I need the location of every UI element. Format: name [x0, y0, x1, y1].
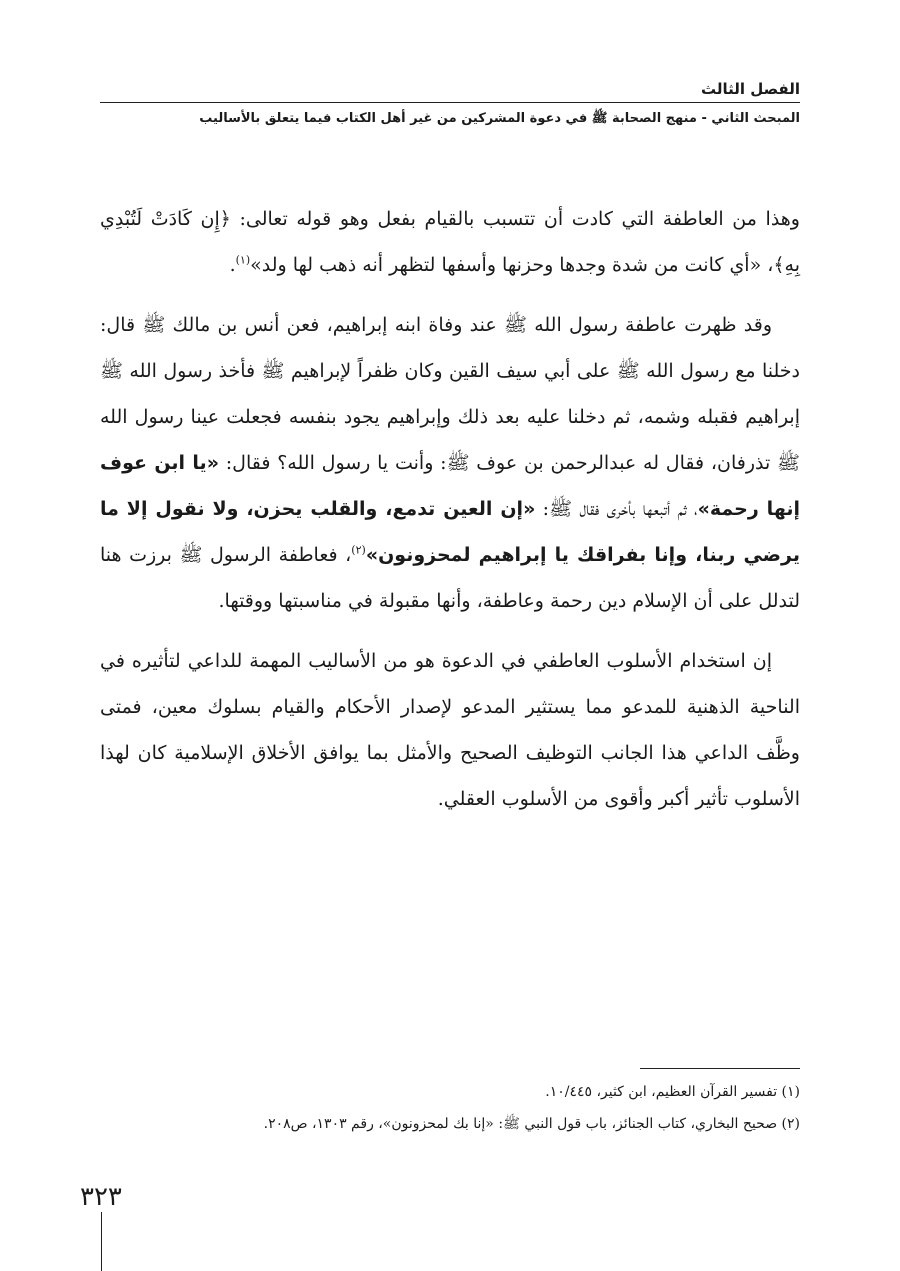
- footnote-2: (٢) صحيح البخاري، كتاب الجنائز، باب قول النبي ﷺ: «إنا بك لمحزونون»، رقم ١٣٠٣، ص٢٠٨.: [263, 1116, 800, 1132]
- paragraph-2: [100, 302, 800, 624]
- paragraph-1-text: وهذا من العاطفة التي كادت أن تتسبب بالقيام بفعل وهو قوله تعالى: ﴿إِن كَادَتْ لَتُبْدِي بِهِ﴾، «أي كانت من شدة وجدها وحزنها وأسفها لتظهر أنه ذهب لها ولد»: [100, 208, 800, 276]
- chapter-title: الفصل الثالث: [700, 80, 800, 98]
- footnotes: [100, 1076, 800, 1140]
- hadith-quote-1: «يا ابن عوف إنها رحمة»: [100, 452, 801, 520]
- footnote-divider: [640, 1068, 800, 1069]
- paragraph-2-text-a: وقد ظهرت عاطفة رسول الله ﷺ عند وفاة ابنه إبراهيم، فعن أنس بن مالك ﷺ قال: دخلنا مع رسول الله ﷺ على أبي سيف القين وكان ظفراً لإبراهيم ﷺ فأخذ رسول الله ﷺ إبراهيم فقبله وشمه، ثم دخلنا عليه بعد ذلك وإبراهيم يجود بنفسه فجعلت عينا رسول الله ﷺ تذرفان، فقال له عبدالرحمن بن عوف ﷺ: وأنت يا رسول الله؟ فقال:: [100, 314, 800, 474]
- paragraph-2-text-b: ، ثم أتبعها بأخرى فقال ﷺ:: [535, 498, 698, 520]
- footnote-1: (١) تفسير القرآن العظيم، ابن كثير، ١٠/٤٤٥.: [545, 1084, 800, 1100]
- footnote-ref-1: (١): [235, 253, 251, 267]
- running-header: [100, 78, 800, 100]
- main-text: [100, 196, 800, 836]
- section-title: المبحث الثاني - منهج الصحابة ﷺ في دعوة المشركين من غير أهل الكتاب فيما يتعلق بالأساليب: [199, 111, 800, 126]
- footnote-ref-2: (٢): [351, 543, 366, 557]
- margin-line: [101, 1212, 102, 1271]
- paragraph-3: إن استخدام الأسلوب العاطفي في الدعوة هو من الأساليب المهمة للداعي لتأثيره في الناحية الذهنية للمدعو مما يستثير المدعو لإصدار الأحكام والقيام بسلوك معين، فمتى وظَّف الداعي هذا الجانب التوظيف الصحيح والأمثل بما يوافق الأخلاق الإسلامية كان لهذا الأسلوب تأثير أكبر وأقوى من الأسلوب العقلي.: [100, 650, 800, 810]
- paragraph-1-end: .: [229, 254, 236, 276]
- page-number: ٣٢٣: [80, 1182, 122, 1212]
- hadith-quote-2: «إن العين تدمع، والقلب يحزن، ولا نقول إلا ما يرضي ربنا، وإنا بفراقك يا إبراهيم لمحزونون»: [100, 498, 800, 566]
- paragraph-1: [100, 196, 800, 288]
- header-divider: [100, 102, 800, 103]
- paragraph-2-text-c: ، فعاطفة الرسول ﷺ برزت هنا لتدلل على أن الإسلام دين رحمة وعاطفة، وأنها مقبولة في مناسبتها ووقتها.: [100, 544, 800, 612]
